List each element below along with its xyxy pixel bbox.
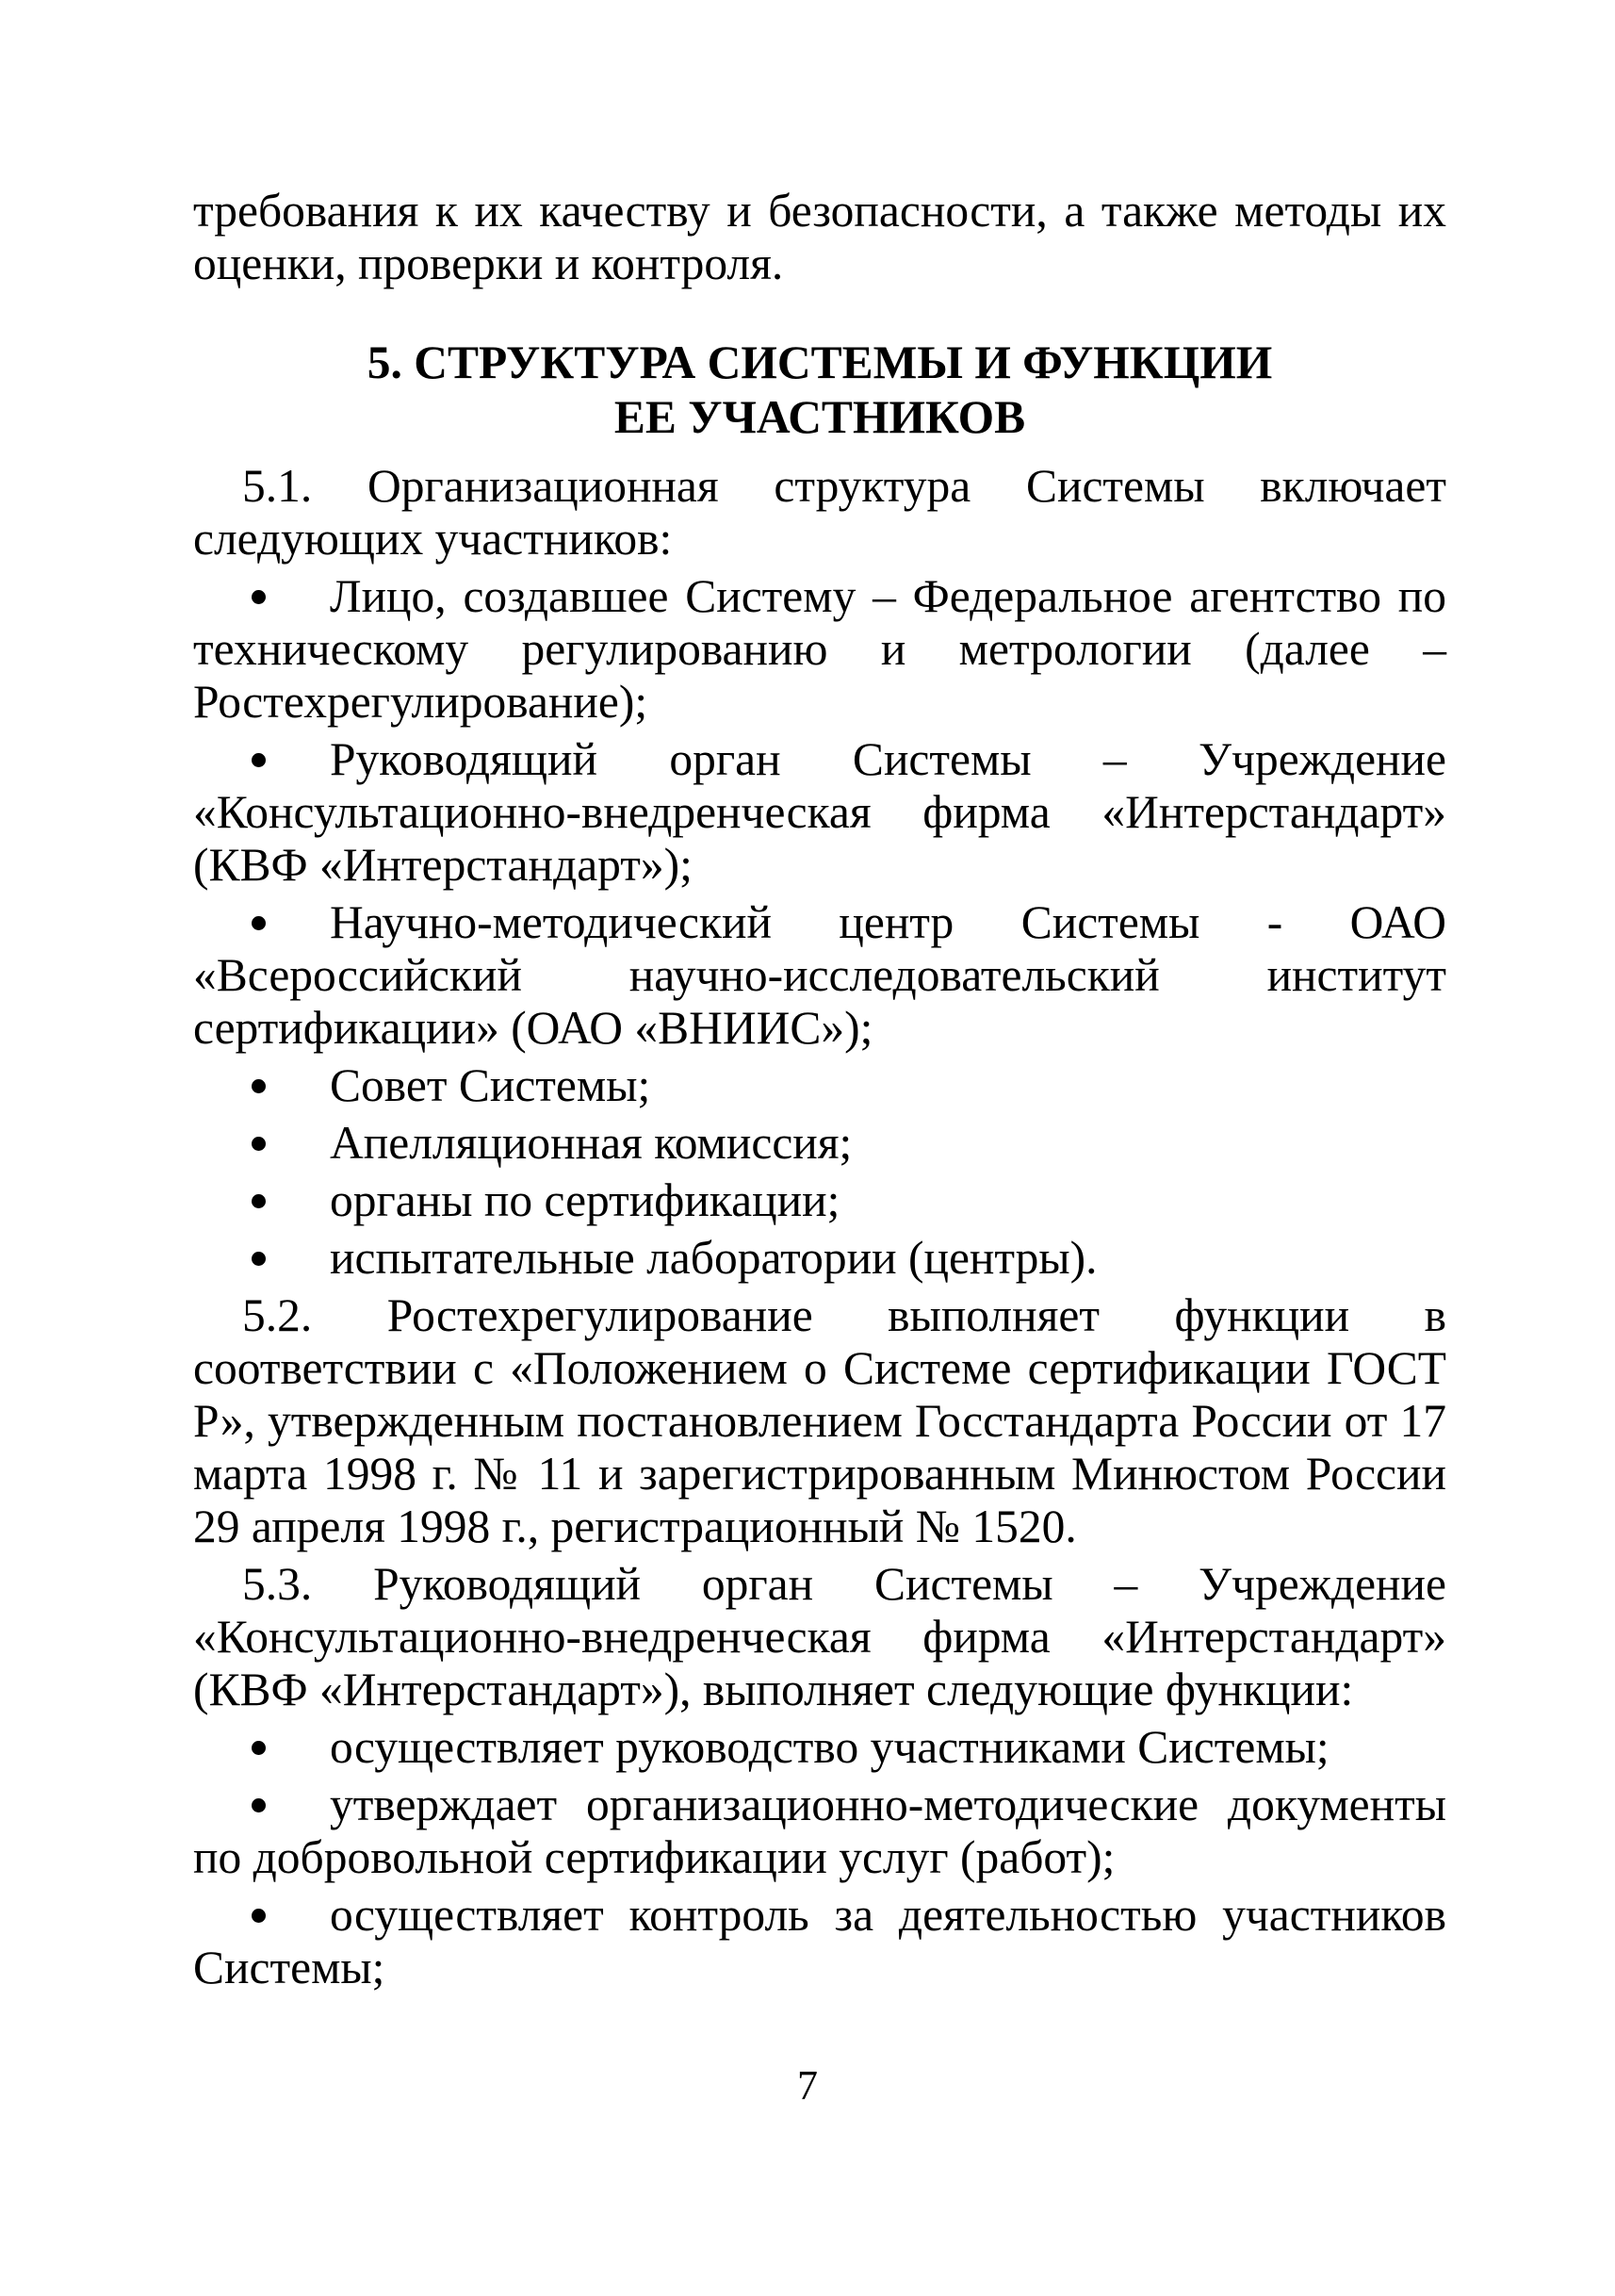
list-item — [193, 1721, 1446, 1774]
list-item-text: Совет Системы; — [330, 1059, 651, 1111]
bullet-icon — [252, 1079, 266, 1093]
bullet-icon — [252, 1798, 266, 1812]
list-item-text: Научно-методический центр Системы - ОАО «Всероссийский научно-исследовательский институт сертификации» (ОАО «ВНИИС»); — [193, 896, 1446, 1054]
list-item-text: органы по сертификации; — [330, 1174, 840, 1226]
intro-paragraph: требования к их качеству и безопасности, а также методы их оценки, проверки и контроля. — [193, 185, 1446, 289]
bullet-icon — [252, 1137, 266, 1151]
list-item-text: осуществляет руководство участниками Системы; — [330, 1721, 1330, 1773]
bullet-icon — [252, 1194, 266, 1208]
bullet-icon — [252, 1252, 266, 1266]
list-item-text: осуществляет контроль за деятельностью участников Системы; — [193, 1889, 1446, 1993]
bullet-icon — [252, 1909, 266, 1923]
list-item-text: Апелляционная комиссия; — [330, 1117, 853, 1169]
list-item — [193, 733, 1446, 892]
list-item-text: утверждает организационно-методические документы по добровольной сертификации услуг (работ); — [193, 1779, 1446, 1883]
list-item — [193, 1889, 1446, 1994]
section-heading-line-2: ЕЕ УЧАСТНИКОВ — [613, 391, 1026, 443]
list-item — [193, 1232, 1446, 1285]
paragraph-5-2: 5.2. Ростехрегулирование выполняет функции в соответствии с «Положением о Системе сертификации ГОСТ Р», утвержденным постановлением Госстандарта России от 17 марта 1998 г. № 11 и зарегистрированным Минюстом России 29 апреля 1998 г., регистрационный № 1520. — [193, 1289, 1446, 1552]
page-number: 7 — [797, 2062, 818, 2108]
functions-list — [193, 1721, 1446, 1994]
document-page — [193, 185, 1446, 1999]
bullet-icon — [252, 753, 266, 767]
paragraph-5-1: 5.1. Организационная структура Системы включает следующих участников: — [193, 460, 1446, 565]
list-item — [193, 570, 1446, 729]
list-item — [193, 896, 1446, 1055]
participants-list — [193, 570, 1446, 1285]
section-heading-line-1: 5. СТРУКТУРА СИСТЕМЫ И ФУНКЦИИ — [367, 336, 1273, 388]
list-item — [193, 1174, 1446, 1227]
bullet-icon — [252, 916, 266, 930]
section-heading — [193, 336, 1446, 445]
bullet-icon — [252, 590, 266, 604]
list-item — [193, 1117, 1446, 1170]
paragraph-5-3: 5.3. Руководящий орган Системы – Учреждение «Консультационно-внедренческая фирма «Интерстандарт» (КВФ «Интерстандарт»), выполняет следующие функции: — [193, 1558, 1446, 1715]
list-item-text: испытательные лаборатории (центры). — [330, 1232, 1098, 1284]
list-item-text: Руководящий орган Системы – Учреждение «Консультационно-внедренческая фирма «Интерстандарт» (КВФ «Интерстандарт»); — [193, 733, 1446, 891]
list-item — [193, 1779, 1446, 1884]
list-item — [193, 1059, 1446, 1112]
bullet-icon — [252, 1741, 266, 1755]
list-item-text: Лицо, создавшее Систему – Федеральное агентство по техническому регулированию и метрологии (далее – Ростехрегулирование); — [193, 570, 1446, 728]
